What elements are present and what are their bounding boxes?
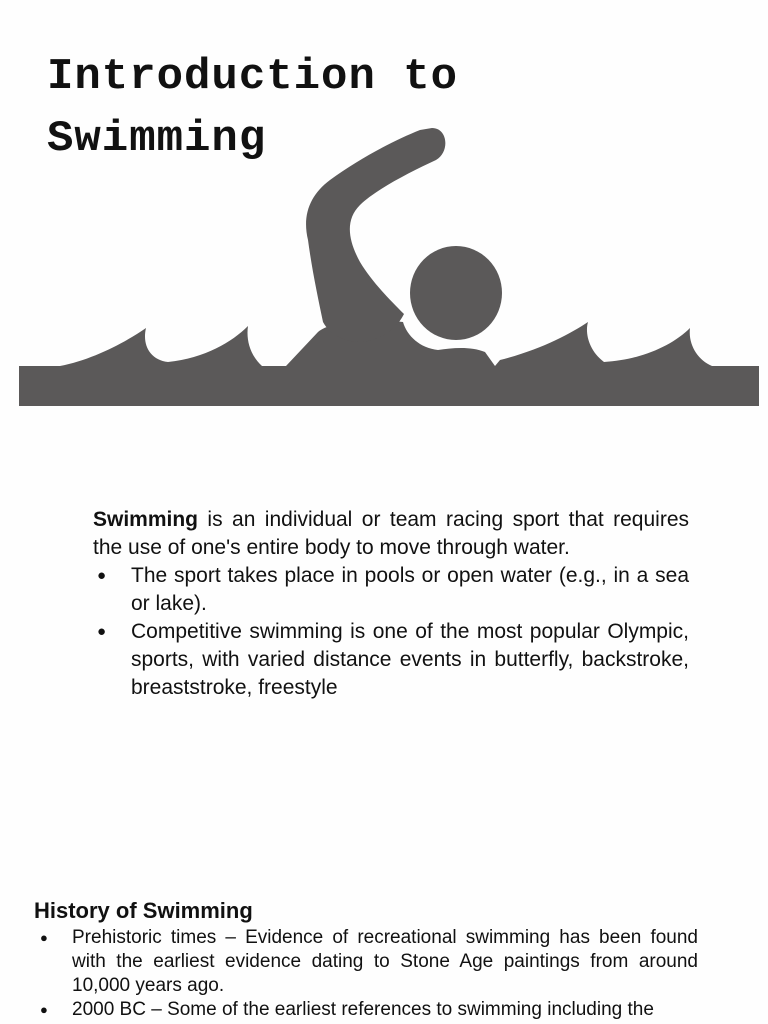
list-item xyxy=(34,998,698,1022)
intro-bullet-list xyxy=(93,562,689,702)
bullet-icon: ● xyxy=(97,623,107,640)
bullet-icon: ● xyxy=(40,1002,48,1017)
bullet-icon: ● xyxy=(97,567,107,584)
history-bullet-list xyxy=(34,926,698,1022)
page-title: Introduction to Swimming xyxy=(47,52,459,164)
list-item xyxy=(93,562,689,618)
list-item-text: Prehistoric times – Evidence of recreational swimming has been found with the earliest evidence dating to Stone Age paintings from around 10,000 years ago. xyxy=(72,927,698,996)
intro-lead-text: is an individual or team racing sport that requires the use of one's entire body to move through water. xyxy=(93,508,689,559)
section-heading: History of Swimming xyxy=(34,898,253,923)
list-item-text: Competitive swimming is one of the most popular Olympic, sports, with varied distance events in butterfly, backstroke, breaststroke, freestyle xyxy=(131,620,689,699)
intro-lead-term: Swimming xyxy=(93,508,199,531)
list-item-text: 2000 BC – Some of the earliest references to swimming including the xyxy=(72,999,654,1020)
list-item xyxy=(34,926,698,998)
history-section xyxy=(34,896,698,1022)
list-item-text: The sport takes place in pools or open water (e.g., in a sea or lake). xyxy=(131,564,689,615)
bullet-icon: ● xyxy=(40,930,48,945)
list-item xyxy=(93,618,689,702)
intro-paragraph xyxy=(93,506,689,562)
intro-section xyxy=(93,506,689,702)
